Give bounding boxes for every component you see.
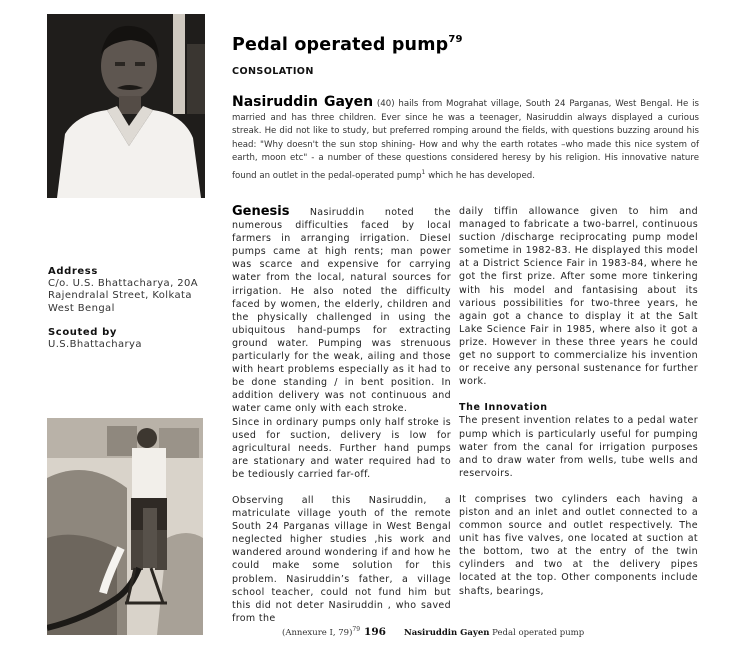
genesis-text: Nasiruddin noted the numerous difficulties faced by local farmers in arranging irrigation. Diesel pumps came at high rents; man power was scarce and expensive for carrying water from the local, natural sources for irrigation. He also noted the difficulty faced by women, the elderly, children and the physically challenged in using the ubiquitous hand-pumps for extracting ground water. Pumping was strenuous particularly for the weak, ailing and those with heart problems especially as it had to be done standing / in bent position. In addition delivery was not continuous and water came only with each stroke. <box>232 207 451 415</box>
footer-name: Nasiruddin Gayen <box>403 628 490 638</box>
address-label: Address <box>48 266 98 277</box>
address-block <box>48 266 228 315</box>
page-title <box>232 35 463 55</box>
footer-title: Pedal operated pump <box>489 628 585 638</box>
body-paragraph: daily tiffin allowance given to him and managed to fabricate a two-barrel, continuous suction /discharge reciprocating pump model sometime in 1982-83. He displayed this model at a District Science Fair in 1983-84, where he got the first prize. After some more tinkering with his model and fantasising about its various possibilities for two-three years, he again got a chance to display it at the Salt Lake Science Fair in 1985, where also it got a prize. However in these three years he could get no support to commercialize his invention or receive any personal sustenance for further work. <box>459 206 698 388</box>
body-column-2 <box>459 205 698 598</box>
address-line: C/o. U.S. Bhattacharya, 20A <box>48 278 198 290</box>
intro-text-end: which he has developed. <box>425 170 535 181</box>
footer-footnote-ref: 79 <box>352 626 361 634</box>
address-line: Rajendralal Street, Kolkata <box>48 290 192 302</box>
body-column-1 <box>232 205 451 625</box>
body-paragraph: It comprises two cylinders each having a piston and an inlet and outlet connected to a common source and outlet respectively. The unit has five valves, one located at suction at the bottom, two at the entry of the twin cylinders and two at the delivery pipes located at the top. Other components include shafts, bearings, <box>459 493 698 597</box>
scout-label: Scouted by <box>48 327 117 338</box>
scout-name: U.S.Bhattacharya <box>48 339 142 351</box>
intro-footnote-ref: 1 <box>421 168 426 176</box>
address-line: West Bengal <box>48 302 115 314</box>
body-paragraph: The present invention relates to a pedal water pump which is particularly useful for pumping water from the canal for irrigation purposes and to draw water from wells, tube wells and reservoirs. <box>459 415 698 479</box>
portrait-photo <box>47 14 205 198</box>
body-paragraph: Observing all this Nasiruddin, a matriculate village youth of the remote South 24 Parganas village in West Bengal neglected higher studies ,his work and wandered around wondering if and how he could make some solution for this problem. Nasiruddin’s father, a village school teacher, could not fund him but this did not deter Nasiruddin , who saved from the <box>232 494 451 624</box>
body-paragraph: Since in ordinary pumps only half stroke is used for suction, delivery is low for agricultural needs. Further hand pumps are stationary and water required had to be tediously carried far-off. <box>232 416 451 480</box>
page-number: 196 <box>364 626 386 638</box>
genesis-heading: Genesis <box>232 204 290 219</box>
scout-block <box>48 327 228 351</box>
intro-paragraph <box>232 96 699 183</box>
portrait-image <box>47 14 205 198</box>
page-footer <box>282 626 584 638</box>
award-category: CONSOLATION <box>232 66 314 77</box>
pedal-pump-photo <box>47 418 203 635</box>
genesis-paragraph <box>232 205 451 416</box>
innovator-name: Nasiruddin Gayen <box>232 94 374 110</box>
title-footnote-ref: 79 <box>448 34 463 45</box>
pedal-pump-image <box>47 418 203 635</box>
innovation-heading: The Innovation <box>459 402 548 414</box>
footer-annexure: (Annexure I, 79) <box>282 628 353 638</box>
title-text: Pedal operated pump <box>232 35 449 55</box>
intro-text: (40) hails from Mograhat village, South 24 Parganas, West Bengal. He is married and has three children. Ever since he was a teenager, Nasiruddin always displayed a curious streak. He did not like to study, but preferred romping around the fields, with questions buzzing around his head: "Why doesn't the sun stop shining- How and why the earth rotates –who made this nice system of earth, moon etc" - a number of these questions considered heresy by his religion. His innovative nature found an outlet in the pedal-operated pump <box>232 99 699 181</box>
